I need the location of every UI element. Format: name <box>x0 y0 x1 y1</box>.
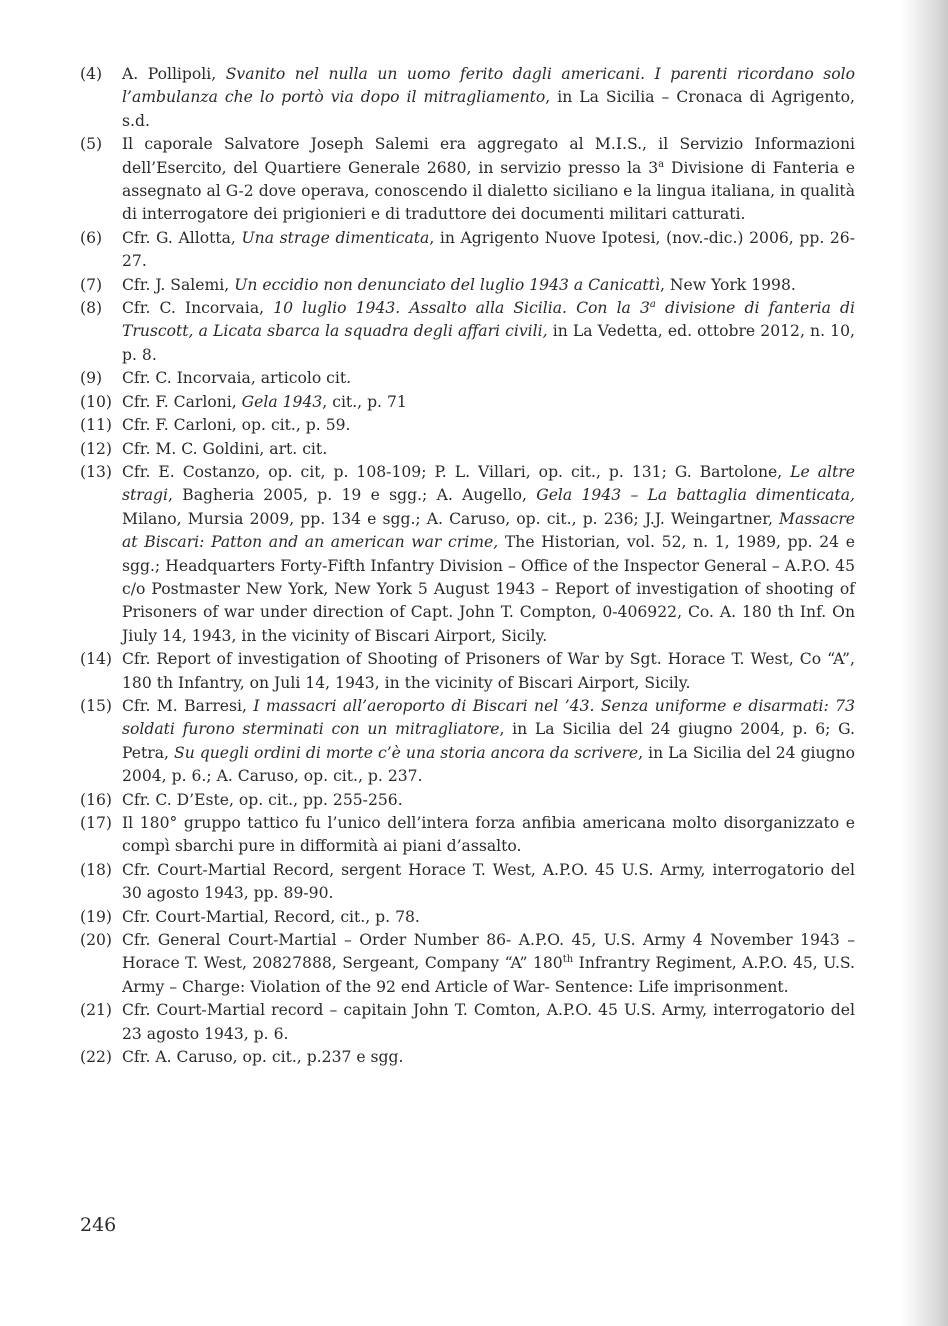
endnote-title-text: 10 luglio 1943. Assalto alla Sicilia. Con la 3 <box>273 299 650 318</box>
endnote-number: (10) <box>80 392 113 411</box>
endnote-text: Cfr. Court-Martial Record, sergent Horace T. West, A.P.O. 45 U.S. Army, interrogatorio del 30 agosto 1943, pp. 89-90. <box>122 860 855 903</box>
endnote-text: , New York 1998. <box>659 275 796 294</box>
endnote-title-text: Le altre stragi <box>122 462 855 505</box>
endnote-text: , cit., p. 71 <box>322 392 407 411</box>
endnote-text: Il caporale Salvatore Joseph Salemi era aggregato al M.I.S., il Servizio Informazioni dell’Esercito, del Quartiere Generale 2680, in servizio presso la 3 <box>122 135 855 177</box>
endnote <box>80 227 855 274</box>
endnote-text: Cfr. Court-Martial, Record, cit., p. 78. <box>122 907 420 926</box>
endnote <box>80 789 855 812</box>
endnote-text: Cfr. General Court-Martial – Order Number 86- A.P.O. 45, U.S. Army 4 November 1943 – Horace T. West, 20827888, Sergeant, Company “A” 180 <box>122 931 855 973</box>
endnote <box>80 414 855 437</box>
endnote-number: (6) <box>80 228 103 247</box>
endnote-title-text: I massacri all’aeroporto di Biscari nel ’43. Senza uniforme e disarmati: 73 soldati furono sterminati con un mitragliatore <box>122 696 855 739</box>
endnote-title-text: Una strage dimenticata <box>241 228 430 247</box>
endnote <box>80 461 855 648</box>
endnote-text: Cfr. C. Incorvaia, <box>122 299 274 318</box>
endnote-title-text: Su quegli ordini di morte c’è una storia ancora da scrivere <box>174 743 639 762</box>
endnote-title-text: Un eccidio non denunciato del luglio 1943 a Canicattì <box>234 275 660 294</box>
endnote-text: , in La Sicilia del 24 giugno 2004, p. 6; G. Petra, <box>122 720 855 762</box>
endnote-number: (18) <box>80 860 113 879</box>
endnote-number: (7) <box>80 275 103 294</box>
endnote <box>80 695 855 789</box>
endnote <box>80 929 855 999</box>
endnote-text: Cfr. J. Salemi, <box>122 275 235 294</box>
endnote <box>80 438 855 461</box>
endnote-text: Infrantry Regiment, A.P.O. 45, U.S. Army – Charge: Violation of the 92 end Article of War- Sentence: Life imprisonment. <box>122 954 855 996</box>
page-number: 246 <box>80 1214 117 1236</box>
endnote-text: , in La Sicilia del 24 giugno 2004, p. 6.; A. Caruso, op. cit., p. 237. <box>122 743 856 786</box>
endnote-number: (8) <box>80 299 103 318</box>
endnote-number: (22) <box>80 1048 113 1067</box>
endnote-number: (15) <box>80 696 113 715</box>
endnote-number: (11) <box>80 416 113 435</box>
endnote-text: The Historian, vol. 52, n. 1, 1989, pp. 24 e sgg.; Headquarters Forty-Fifth Infantry Division – Office of the Inspector General – A.P.O. 45 c/o Postmaster New York, New York 5 August 1943 – Report of investigation of shooting of Prisoners of war under direction of Capt. John T. Compton, 0-406922, Co. A. 180 th Inf. On Jiuly 14, 1943, in the vicinity of Biscari Airport, Sicily. <box>122 533 855 645</box>
endnote-text: Cfr. Court-Martial record – capitain John T. Comton, A.P.O. 45 U.S. Army, interrogatorio del 23 agosto 1943, p. 6. <box>122 1001 855 1043</box>
endnote <box>80 648 855 695</box>
endnote-text: Cfr. Report of investigation of Shooting of Prisoners of War by Sgt. Horace T. West, Co “A”, 180 th Infantry, on Juli 14, 1943, in the vicinity of Biscari Airport, Sicily. <box>122 650 855 692</box>
endnote-text: Cfr. F. Carloni, op. cit., p. 59. <box>122 416 351 435</box>
endnote-text: Milano, Mursia 2009, pp. 134 e sgg.; A. Caruso, op. cit., p. 236; J.J. Weingartner, <box>122 509 780 528</box>
endnote-number: (4) <box>80 65 103 83</box>
endnote-text: Divisione di Fanteria e assegnato al G-2 dove operava, conoscendo il dialetto siciliano e la lingua italiana, in qualità di interrogatore dei prigionieri e di traduttore dei documenti militari catturati. <box>122 158 856 224</box>
endnotes-list <box>80 63 855 1069</box>
endnote-number: (13) <box>80 462 113 481</box>
endnote <box>80 999 855 1046</box>
endnote-number: (16) <box>80 790 113 809</box>
endnote-text: Cfr. A. Caruso, op. cit., p.237 e sgg. <box>122 1048 404 1067</box>
endnote-number: (20) <box>80 931 113 950</box>
endnote <box>80 1046 855 1069</box>
endnote-title-text: Gela 1943 – La battaglia dimenticata, <box>536 486 855 505</box>
endnote-text: Il 180° gruppo tattico fu l’unico dell’intera forza anfibia americana molto disorganizzato e compì sbarchi pure in difformità ai piani d’assalto. <box>122 814 855 856</box>
endnote-text: Cfr. M. Barresi, <box>122 696 254 715</box>
endnote <box>80 63 855 133</box>
endnote-text: Cfr. C. D’Este, op. cit., pp. 255-256. <box>122 790 403 809</box>
superscript-text: th <box>562 954 574 966</box>
endnote-text: A. Pollipoli, <box>122 65 226 83</box>
endnote-text: , Bagheria 2005, p. 19 e sgg.; A. Augello, <box>168 486 537 505</box>
endnote-text: , in La Sicilia – Cronaca di Agrigento, s.d. <box>122 88 855 130</box>
endnote-number: (21) <box>80 1001 113 1020</box>
endnote <box>80 133 855 227</box>
endnote-title-text: divisione di fanteria di Truscott, a Licata sbarca la squadra degli affari civili, <box>122 299 855 341</box>
endnote-number: (9) <box>80 369 103 388</box>
endnote-number: (17) <box>80 814 113 832</box>
endnote-text: Cfr. G. Allotta, <box>122 228 242 247</box>
endnote-title-text: Svanito nel nulla un uomo ferito dagli americani. I parenti ricordano solo l’ambulanza che lo portò via dopo il mitragliamento <box>122 65 855 107</box>
endnote <box>80 367 855 390</box>
endnote-text: Cfr. F. Carloni, <box>122 392 242 411</box>
endnote-number: (19) <box>80 907 113 926</box>
endnote-title-text: a <box>649 298 656 310</box>
endnote-number: (12) <box>80 439 113 458</box>
endnote <box>80 906 855 929</box>
endnote <box>80 391 855 414</box>
endnote-title-text: Massacre at Biscari: Patton and an american war crime, <box>122 509 855 552</box>
endnote-text: Cfr. M. C. Goldini, art. cit. <box>122 439 328 458</box>
endnote <box>80 859 855 906</box>
endnote <box>80 812 855 859</box>
endnote <box>80 274 855 297</box>
endnote-number: (14) <box>80 650 113 669</box>
superscript-text: a <box>658 158 665 170</box>
endnote-text: , in Agrigento Nuove Ipotesi, (nov.-dic.) 2006, pp. 26-27. <box>122 228 855 271</box>
endnote-text: Cfr. E. Costanzo, op. cit, p. 108-109; P. L. Villari, op. cit., p. 131; G. Bartolone, <box>122 462 791 481</box>
endnote-number: (5) <box>80 135 103 154</box>
endnote-text: in La Vedetta, ed. ottobre 2012, n. 10, p. 8. <box>122 322 855 364</box>
endnote <box>80 297 855 367</box>
endnote-text: Cfr. C. Incorvaia, articolo cit. <box>122 369 352 388</box>
endnote-title-text: Gela 1943 <box>241 392 323 411</box>
